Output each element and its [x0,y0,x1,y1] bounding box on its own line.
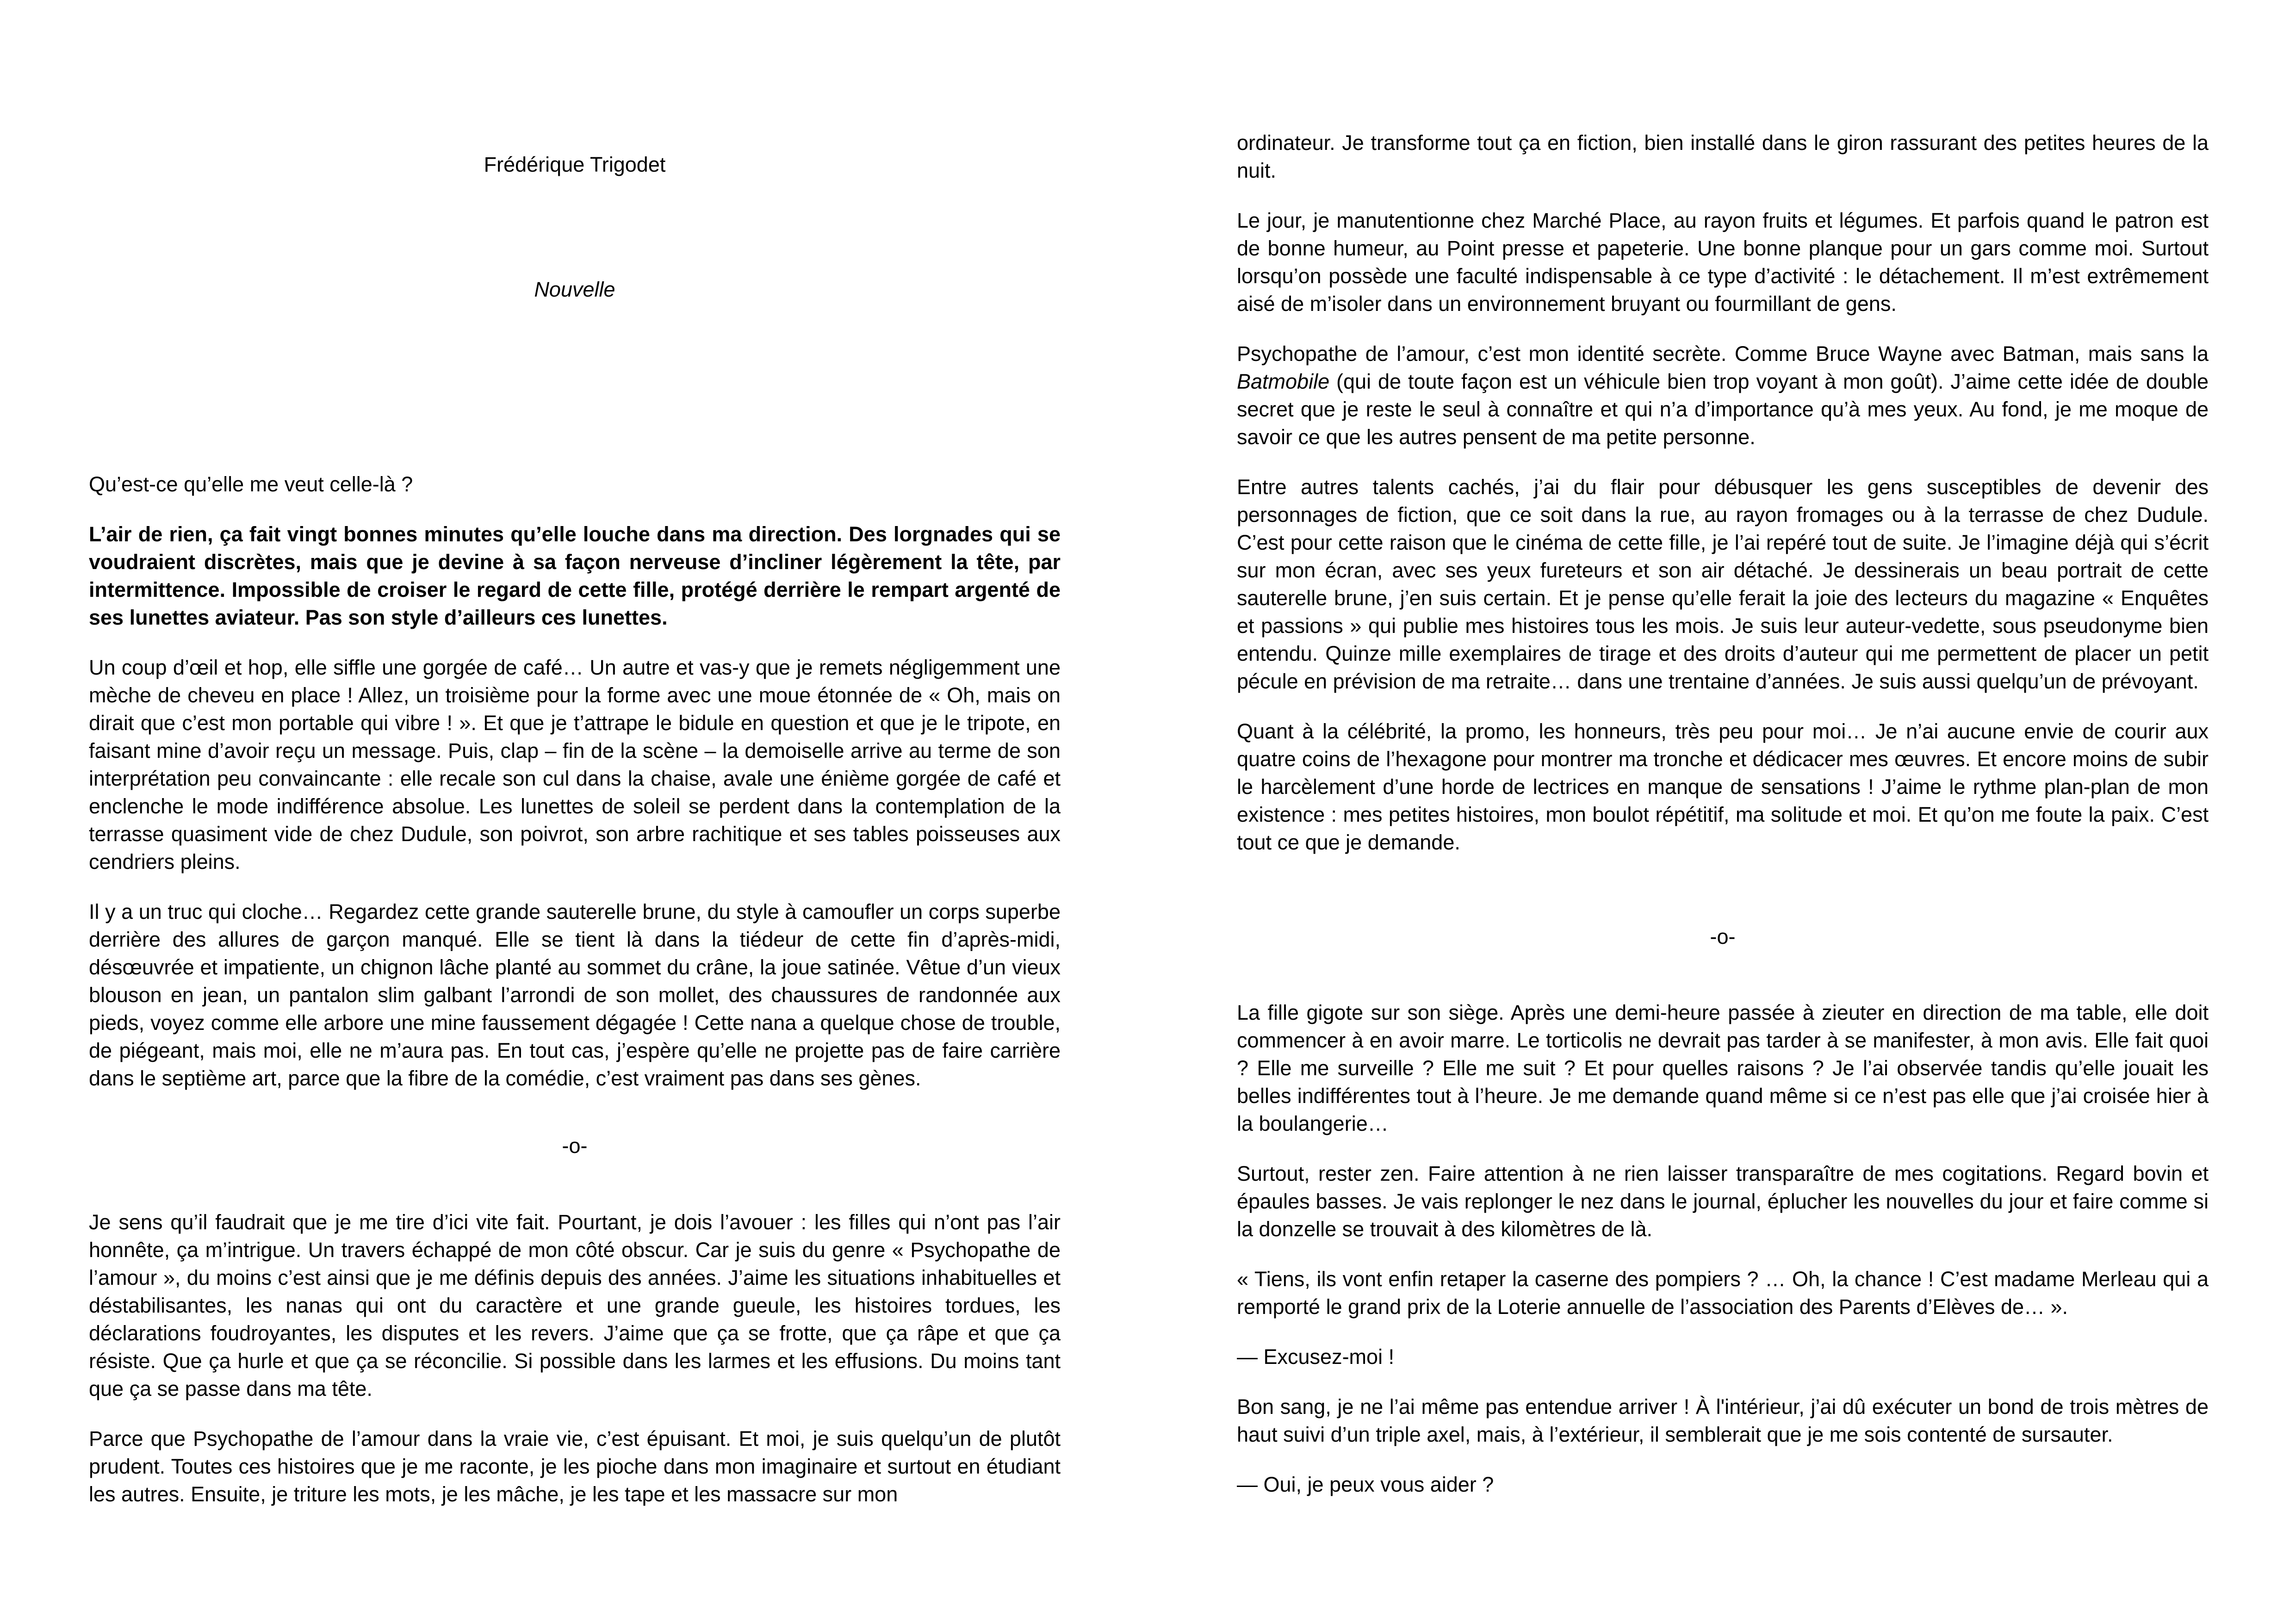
paragraph: Parce que Psychopathe de l’amour dans la vraie vie, c’est épuisant. Et moi, je suis quelqu’un de plutôt prudent. Toutes ces histoires que je me raconte, je les pioche dans mon imaginaire et surtout en étudiant les autres. Ensuite, je triture les mots, je les mâche, je les tape et les massacre sur mon [89,1427,1061,1506]
paragraph: Le jour, je manutentionne chez Marché Place, au rayon fruits et légumes. Et parfois quand le patron est de bonne humeur, au Point presse et papeterie. Une bonne planque pour un gars comme moi. Surtout lorsqu’on possède une faculté indispensable à ce type d’activité : le détachement. Il m’est extrêmement aisé de m’isoler dans un environnement bruyant ou fourmillant de gens. [1237,209,2209,316]
paragraph-bold: L’air de rien, ça fait vingt bonnes minutes qu’elle louche dans ma direction. Des lorgnades qui se voudraient discrètes, mais que je devine à sa façon nerveuse d’incliner légèrement la tête, par intermittence. Impossible de croiser le regard de cette fille, protégé derrière le rempart argenté de ses lunettes aviateur. Pas son style d’ailleurs ces lunettes. [89,522,1061,629]
paragraph: Bon sang, je ne l’ai même pas entendue arriver ! À l'intérieur, j’ai dû exécuter un bond de trois mètres de haut suivi d’un triple axel, mais, à l’extérieur, il semblerait que je me sois contenté de sursauter. [1237,1395,2209,1446]
author-name: Frédérique Trigodet [484,153,666,176]
paragraph: ordinateur. Je transforme tout ça en fiction, bien installé dans le giron rassurant des petites heures de la nuit. [1237,131,2209,182]
paragraph: Qu’est-ce qu’elle me veut celle-là ? [89,472,413,496]
right-text-block-1 [1237,129,2209,879]
paragraph: Il y a un truc qui cloche… Regardez cette grande sauterelle brune, du style à camoufler un corps superbe derrière des allures de garçon manqué. Elle se tient là dans la tiédeur de cette fin d’après-midi, désœuvrée et impatiente, un chignon lâche planté au sommet du crâne, la joue satinée. Vêtue d’un vieux blouson en jean, un pantalon slim galbant l’arrondi de son mollet, des chaussures de randonnée aux pieds, voyez comme elle arbore une mine faussement dégagée ! Cette nana a quelque chose de trouble, de piégeant, mais moi, elle ne m’aura pas. En tout cas, j’espère qu’elle ne projette pas de faire carrière dans le septième art, parce que la fibre de la comédie, c’est vraiment pas dans ses gènes. [89,900,1061,1090]
text-run: Psychopathe de l’amour, c’est mon identité secrète. Comme Bruce Wayne avec Batman, mais sans la [1237,342,2209,365]
dialogue-line: — Oui, je peux vous aider ? [1237,1473,1494,1496]
dialogue-line: — Excusez-moi ! [1237,1345,1395,1369]
left-text-block-1 [89,471,1061,1115]
right-text-block-2 [1237,999,2209,1521]
paragraph: Entre autres talents cachés, j’ai du flair pour débusquer les gens susceptibles de devenir des personnages de fiction, que ce soit dans la rue, au rayon fromages ou à la terrasse de chez Dudule. C’est pour cette raison que le cinéma de cette fille, je l’ai repéré tout de suite. Je l’imagine déjà qui s’écrit sur mon écran, avec ses yeux fureteurs et son air détaché. Je dessinerais un beau portrait de cette sauterelle brune, j’en suis certain. Et je pense qu’elle ferait la joie des lecteurs du magazine « Enquêtes et passions » qui publie mes histoires tous les mois. Je suis leur auteur-vedette, sous pseudonyme bien entendu. Quinze mille exemplaires de tirage et des droits d’auteur qui me permettent de placer un petit pécule en prévision de ma retraite… dans une trentaine d’années. Je suis aussi quelqu’un de prévoyant. [1237,475,2209,693]
section-separator: -o- [562,1134,588,1158]
italic-text-run: Batmobile [1237,370,1330,393]
paragraph-batmobile [1237,340,2209,451]
paragraph: « Tiens, ils vont enfin retaper la caserne des pompiers ? … Oh, la chance ! C’est madame Merleau qui a remporté le grand prix de la Loterie annuelle de l’association des Parents d’Elèves de… ». [1237,1267,2209,1319]
text-run: (qui de toute façon est un véhicule bien trop voyant à mon goût). J’aime cette idée de double secret que je reste le seul à connaître et qui n’a d’importance qu’à mes yeux. Au fond, je me moque de savoir ce que les autres pensent de ma petite personne. [1237,370,2209,449]
left-text-block-2 [89,1208,1061,1530]
section-separator: -o- [1710,925,1736,948]
paragraph: Je sens qu’il faudrait que je me tire d’ici vite fait. Pourtant, je dois l’avouer : les filles qui n’ont pas l’air honnête, ça m’intrigue. Un travers échappé de mon côté obscur. Car je suis du genre « Psychopathe de l’amour », du moins c’est ainsi que je me définis depuis des années. J’aime les situations inhabituelles et déstabilisantes, les nanas qui ont du caractère et une grande gueule, les histoires tordues, les déclarations foudroyantes, les disputes et les revers. J’aime que ça se frotte, que ça râpe et que ça résiste. Que ça hurle et que ça se réconcilie. Si possible dans les larmes et les effusions. Du moins tant que ça se passe dans ma tête. [89,1210,1061,1400]
paragraph: La fille gigote sur son siège. Après une demi-heure passée à zieuter en direction de ma table, elle doit commencer à en avoir marre. Le torticolis ne devrait pas tarder à se manifester, à mon avis. Elle fait quoi ? Elle me surveille ? Elle me suit ? Et pour quelles raisons ? Je l’ai observée tandis qu’elle jouait les belles indifférentes tout à l’heure. Je me demande quand même si ce n’est pas elle que j’ai croisée hier à la boulangerie… [1237,1001,2209,1135]
right-page [1148,0,2296,1623]
paragraph: Surtout, rester zen. Faire attention à ne rien laisser transparaître de mes cogitations. Regard bovin et épaules basses. Je vais replonger le nez dans le journal, éplucher les nouvelles du jour et faire comme si la donzelle se trouvait à des kilomètres de là. [1237,1162,2209,1241]
paragraph: Quant à la célébrité, la promo, les honneurs, très peu pour moi… Je n’ai aucune envie de courir aux quatre coins de l’hexagone pour montrer ma tronche et dédicacer mes œuvres. Et encore moins de subir le harcèlement d’une horde de lectrices en manque de sensations ! J’aime le rythme plan-plan de mon existence : mes petites histoires, mon boulot répétitif, ma solitude et moi. Et qu’on me foute la paix. C’est tout ce que je demande. [1237,719,2209,854]
paragraph: Un coup d’œil et hop, elle siffle une gorgée de café… Un autre et vas-y que je remets négligemment une mèche de cheveu en place ! Allez, un troisième pour la forme avec une moue étonnée de « Oh, mais on dirait que c’est mon portable qui vibre ! ». Et que je t’attrape le bidule en question et que je le tripote, en faisant mine d’avoir reçu un message. Puis, clap – fin de la scène – la demoiselle arrive au terme de son interprétation peu convaincante : elle recale son cul dans la chaise, avale une énième gorgée de café et enclenche le mode indifférence absolue. Les lunettes de soleil se perdent dans la contemplation de la terrasse quasiment vide de chez Dudule, son poivrot, son arbre rachitique et ses tables poisseuses aux cendriers pleins. [89,656,1061,873]
genre-label: Nouvelle [534,278,615,301]
